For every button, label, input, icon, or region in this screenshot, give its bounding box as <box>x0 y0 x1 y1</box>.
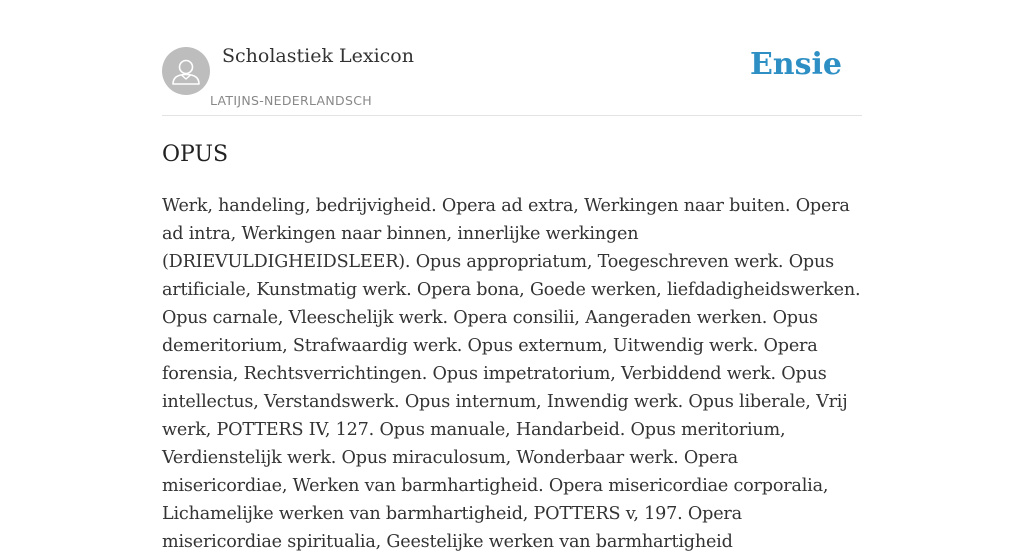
entry-body: Werk, handeling, bedrijvigheid. Opera ad extra, Werkingen naar buiten. Opera ad intra, Werkingen naar binnen, innerlijke werkingen (DRIEVULDIGHEIDSLEER). Opus appropriatum, Toegeschreven werk. Opus artificiale, Kunstmatig werk. Opera bona, Goede werken, liefdadigheidswerken. Opus carnale, Vleeschelijk werk. Opera consilii, Aangeraden werken. Opus demeritorium, Strafwaardig werk. Opus externum, Uitwendig werk. Opera forensia, Rechtsverrichtingen. Opus impetratorium, Verbiddend werk. Opus intellectus, Verstandswerk. Opus internum, Inwendig werk. Opus liberale, Vrij werk, POTTERS IV, 127. Opus manuale, Handarbeid. Opus meritorium, Verdienstelijk werk. Opus miraculosum, Wonderbaar werk. Opera misericordiae, Werken van barmhartigheid. Opera misericordiae corporalia, Lichamelijke werken van barmhartigheid, POTTERS v, 197. Opera misericordiae spiritualia, Geestelijke werken van barmhartigheid <box>162 196 861 552</box>
source-header <box>162 0 862 116</box>
brand-logo[interactable]: Ensie <box>749 47 842 82</box>
source-title[interactable]: Scholastiek Lexicon <box>222 45 414 67</box>
user-silhouette-icon <box>162 47 210 95</box>
entry-title: OPUS <box>162 142 229 167</box>
source-avatar[interactable] <box>162 47 210 95</box>
source-subtitle: LATIJNS-NEDERLANDSCH <box>210 93 372 108</box>
